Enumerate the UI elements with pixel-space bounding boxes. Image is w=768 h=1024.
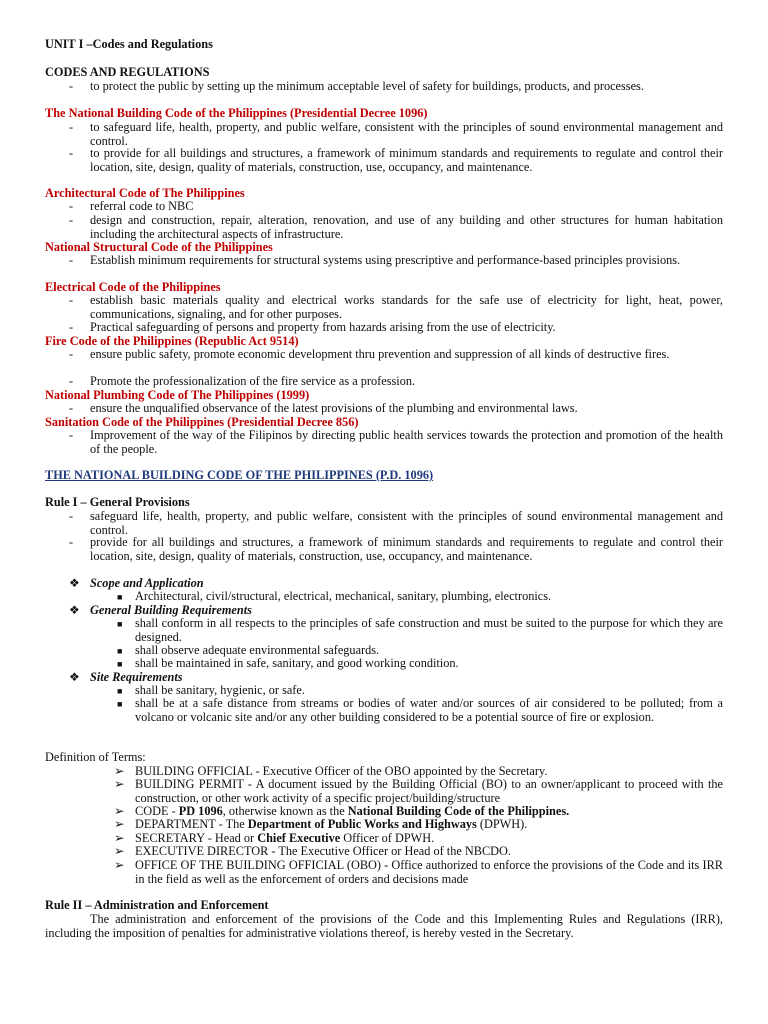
bullet-dash: - [69,253,74,267]
code-item: design and construction, repair, alteration, renovation, and use of any building and other structures for human habitation including the architectural aspects of infrastructure. [90,213,723,241]
section-heading-codes: CODES AND REGULATIONS [45,65,210,79]
code-item: to provide for all buildings and structures, a framework of minimum standards and requirements to regulate and control their location, site, design, quality of materials, construction, use, occupancy, and maintenance. [90,146,723,174]
arrow-bullet-icon: ➢ [114,858,125,872]
code-item: establish basic materials quality and electrical works standards for the safe use of electricity for light, heat, power, communications, signaling, and for other purposes. [90,293,723,321]
bullet-dash: - [69,79,74,93]
bullet-dash: - [69,535,74,549]
definition-executive-director: EXECUTIVE DIRECTOR - The Executive Officer or Head of the NBCDO. [135,844,511,858]
bullet-dash: - [69,401,74,415]
arrow-bullet-icon: ➢ [114,844,125,858]
sub-item: shall be at a safe distance from streams or bodies of water and/or sources of air considered to be polluted; from a volcano or volcanic site and/or any other building considered to be a potential source of fire or explosion. [135,696,723,724]
arrow-bullet-icon: ➢ [114,831,125,845]
rule1-title: Rule I – General Provisions [45,495,190,509]
definition-building-permit: BUILDING PERMIT - A document issued by the Building Official (BO) to an owner/applicant to proceed with the construction, or other work activity of a specific project/building/structure [135,777,723,805]
diamond-bullet-icon: ❖ [69,603,80,617]
code-title-plumbing: National Plumbing Code of The Philippines (1999) [45,388,310,402]
bullet-dash: - [69,320,74,334]
definition-secretary-term: SECRETARY - Head or [135,831,258,845]
code-title-structural: National Structural Code of the Philippines [45,240,273,254]
square-bullet-icon: ■ [117,619,123,629]
definition-department-term: DEPARTMENT - The [135,817,248,831]
bullet-dash: - [69,347,74,361]
subheading-general-requirements: General Building Requirements [90,603,252,617]
code-item: Improvement of the way of the Filipinos by directing public health services towards the protection and promotion of the health of the people. [90,428,723,456]
intro-text: to protect the public by setting up the minimum acceptable level of safety for buildings, products, and processes. [90,79,644,93]
definitions-title: Definition of Terms: [45,750,146,764]
bullet-dash: - [69,293,74,307]
code-item: Establish minimum requirements for structural systems using prescriptive and performance-based principles provisions. [90,253,681,267]
subheading-site-requirements: Site Requirements [90,670,183,684]
code-item: ensure public safety, promote economic development thru prevention and suppression of all kinds of destructive fires. [90,347,670,361]
sub-item: shall observe adequate environmental safeguards. [135,643,380,657]
bullet-dash: - [69,213,74,227]
arrow-bullet-icon: ➢ [114,764,125,778]
code-title-electrical: Electrical Code of the Philippines [45,280,221,294]
definition-secretary-rest: Officer of DPWH. [340,831,435,845]
arrow-bullet-icon: ➢ [114,817,125,831]
nbc-section-heading: THE NATIONAL BUILDING CODE OF THE PHILIPPINES (P.D. 1096) [45,468,434,482]
definition-department-abbr: (DPWH). [476,817,528,831]
definition-code-mid: , otherwise known as the [222,804,348,818]
code-title-sanitation: Sanitation Code of the Philippines (Presidential Decree 856) [45,415,359,429]
square-bullet-icon: ■ [117,659,123,669]
subheading-scope: Scope and Application [90,576,204,590]
sub-item: shall be maintained in safe, sanitary, and good working condition. [135,656,459,670]
definition-code-name: National Building Code of the Philippines. [347,804,570,818]
definition-code-term: CODE - [135,804,179,818]
bullet-dash: - [69,374,74,388]
rule2-title: Rule II – Administration and Enforcement [45,898,269,912]
arrow-bullet-icon: ➢ [114,804,125,818]
diamond-bullet-icon: ❖ [69,576,80,590]
bullet-dash: - [69,509,74,523]
code-title-fire: Fire Code of the Philippines (Republic Act 9514) [45,334,299,348]
square-bullet-icon: ■ [117,592,123,602]
definition-building-official: BUILDING OFFICIAL - Executive Officer of the OBO appointed by the Secretary. [135,764,548,778]
rule2-paragraph: The administration and enforcement of the provisions of the Code and this Implementing Rules and Regulations (IRR), including the imposition of penalties for administrative violations thereof, is hereby vested in the Secretary. [45,912,723,940]
square-bullet-icon: ■ [117,699,123,709]
bullet-dash: - [69,146,74,160]
rule1-item: provide for all buildings and structures, a framework of minimum standards and requirements to regulate and control their location, site, design, quality of materials, construction, use, occupancy, and maintenance. [90,535,723,563]
rule1-item: safeguard life, health, property, and public welfare, consistent with the principles of sound environmental management and control. [90,509,723,537]
code-item: to safeguard life, health, property, and public welfare, consistent with the principles of sound environmental management and control. [90,120,723,148]
arrow-bullet-icon: ➢ [114,777,125,791]
code-item: referral code to NBC [90,199,194,213]
definition-secretary-title: Chief Executive [257,831,341,845]
definition-department-name: Department of Public Works and Highways [247,817,477,831]
definition-department [135,818,723,832]
sub-item: shall conform in all respects to the principles of safe construction and must be suited to the purpose for which they are designed. [135,616,723,644]
bullet-dash: - [69,428,74,442]
code-title-architectural: Architectural Code of The Philippines [45,186,245,200]
definition-code-pd: PD 1096 [178,804,223,818]
unit-title: UNIT I –Codes and Regulations [45,37,213,51]
code-item: Practical safeguarding of persons and property from hazards arising from the use of electricity. [90,320,556,334]
square-bullet-icon: ■ [117,646,123,656]
sub-item: Architectural, civil/structural, electrical, mechanical, sanitary, plumbing, electronics. [135,589,552,603]
bullet-dash: - [69,199,74,213]
code-title-nbc: The National Building Code of the Philippines (Presidential Decree 1096) [45,106,428,120]
diamond-bullet-icon: ❖ [69,670,80,684]
code-item: Promote the professionalization of the fire service as a profession. [90,374,416,388]
sub-item: shall be sanitary, hygienic, or safe. [135,683,305,697]
code-item: ensure the unqualified observance of the latest provisions of the plumbing and environmental laws. [90,401,578,415]
square-bullet-icon: ■ [117,686,123,696]
definition-obo: OFFICE OF THE BUILDING OFFICIAL (OBO) - Office authorized to enforce the provisions of the Code and its IRR in the field as well as the enforcement of orders and decisions made [135,858,723,886]
bullet-dash: - [69,120,74,134]
